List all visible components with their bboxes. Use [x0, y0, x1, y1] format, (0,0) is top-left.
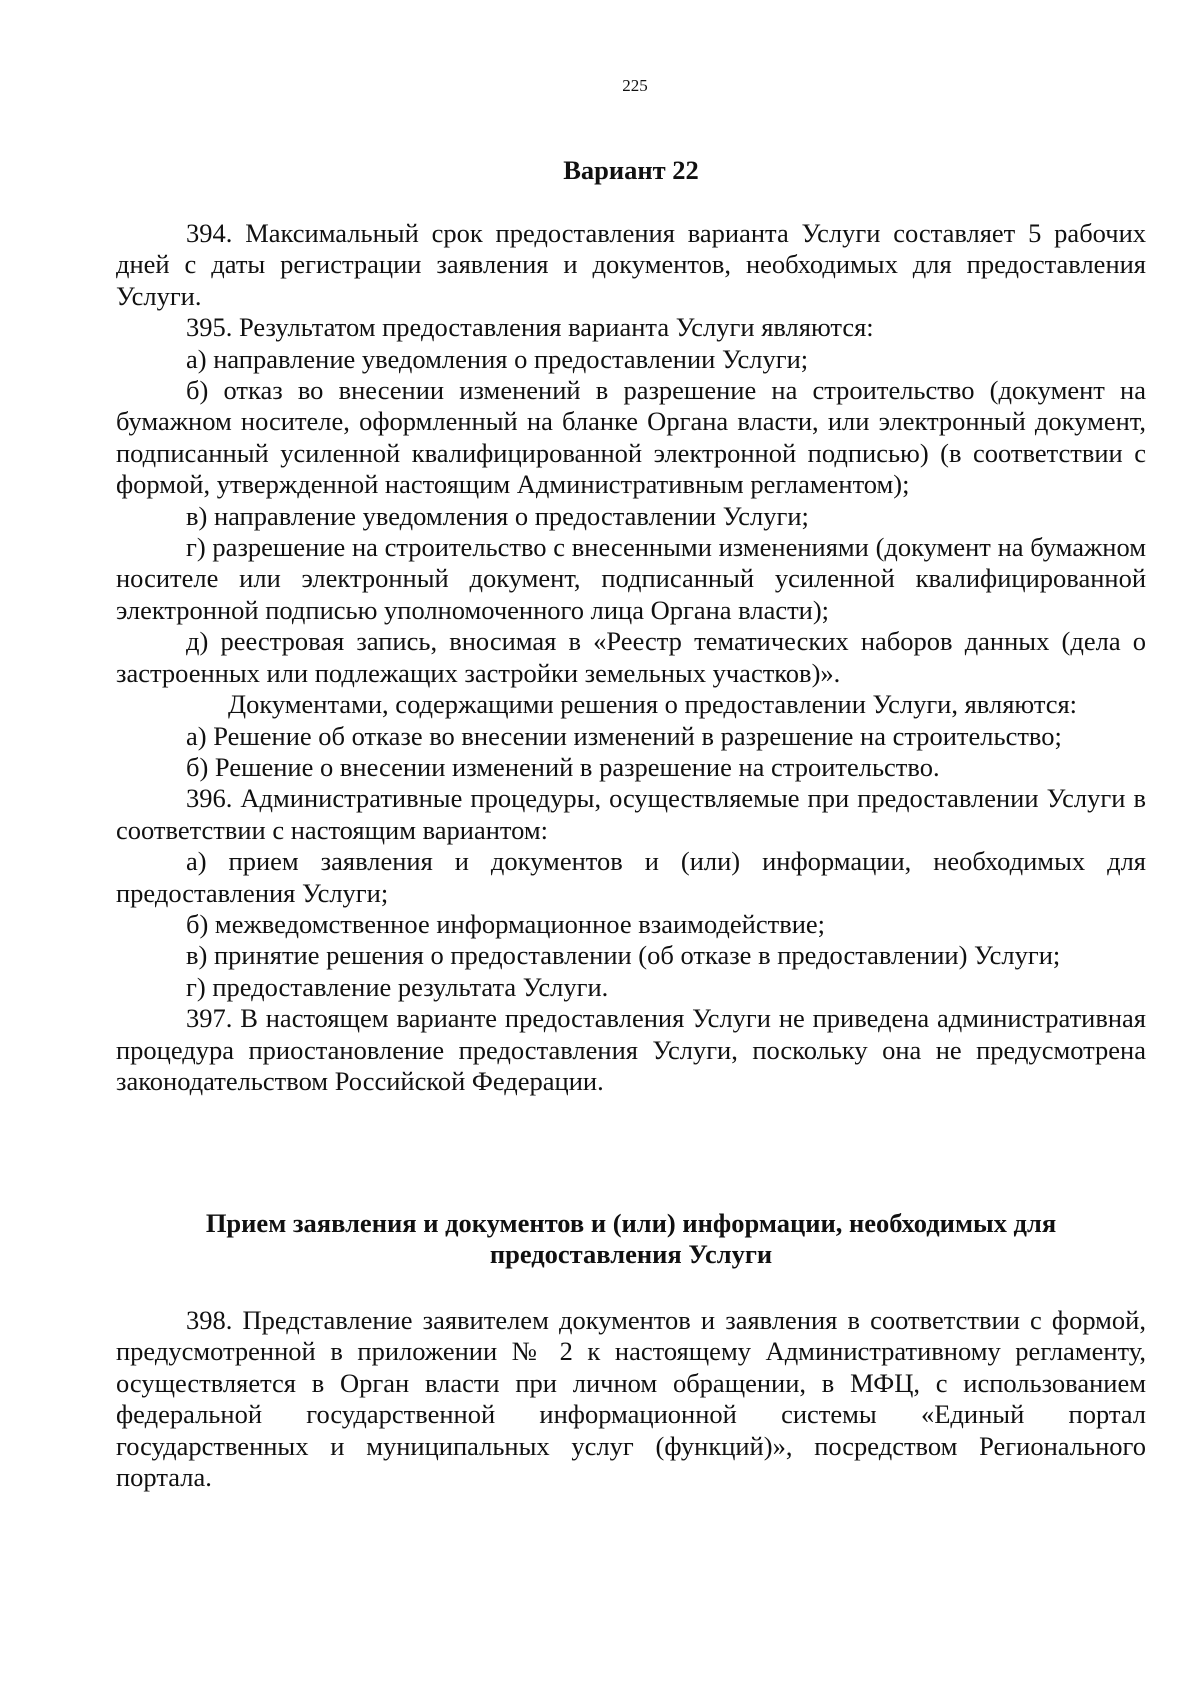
list-item-396-b: б) межведомственное информационное взаимодействие;: [186, 908, 826, 939]
paragraph-396: 396. Административные процедуры, осуществляемые при предоставлении Услуги в соответствии с настоящим вариантом:: [116, 783, 1146, 845]
decision-document-b: б) Решение о внесении изменений в разрешение на строительство.: [186, 751, 940, 782]
paragraph-395: 395. Результатом предоставления варианта Услуги являются:: [186, 312, 874, 343]
paragraph-397: 397. В настоящем варианте предоставления Услуги не приведена административная процедура приостановление предоставления Услуги, поскольку она не предусмотрена законодательством Российской Федерации.: [116, 1003, 1146, 1096]
body-block-1: [116, 218, 1146, 1097]
list-item-396-v: в) принятие решения о предоставлении (об отказе в предоставлении) Услуги;: [186, 940, 1061, 971]
decision-documents-intro: Документами, содержащими решения о предоставлении Услуги, являются:: [228, 689, 1078, 720]
list-item-395-b: б) отказ во внесении изменений в разрешение на строительство (документ на бумажном носителе, оформленный на бланке Органа власти, или электронный документ, подписанный усиленной квалифицированной электронной подписью) (в соответствии с формой, утвержденной настоящим Административным регламентом);: [116, 375, 1146, 500]
list-item-396-g: г) предоставление результата Услуги.: [186, 971, 609, 1002]
section-heading-line-2: предоставления Услуги: [489, 1239, 773, 1270]
variant-heading: Вариант 22: [563, 155, 699, 185]
list-item-395-v: в) направление уведомления о предоставлении Услуги;: [186, 500, 809, 531]
section-heading-line-1: Прием заявления и документов и (или) информации, необходимых для: [205, 1208, 1057, 1238]
list-item-395-a: а) направление уведомления о предоставлении Услуги;: [186, 343, 809, 374]
list-item-395-d: д) реестровая запись, вносимая в «Реестр тематических наборов данных (дела о застроенных или подлежащих застройки земельных участков)».: [116, 626, 1146, 688]
section-heading: [116, 1208, 1146, 1271]
body-block-2: [116, 1305, 1146, 1493]
list-item-396-a: а) прием заявления и документов и (или) информации, необходимых для предоставления Услуги;: [116, 846, 1146, 908]
page-number: 225: [622, 76, 648, 95]
paragraph-394: 394. Максимальный срок предоставления варианта Услуги составляет 5 рабочих дней с даты регистрации заявления и документов, необходимых для предоставления Услуги.: [116, 218, 1146, 311]
paragraph-398: 398. Представление заявителем документов и заявления в соответствии с формой, предусмотренной в приложении № 2 к настоящему Административному регламенту, осуществляется в Орган власти при личном обращении, в МФЦ, с использованием федеральной государственной информационной системы «Единый портал государственных и муниципальных услуг (функций)», посредством Регионального портала.: [116, 1305, 1146, 1493]
list-item-395-g: г) разрешение на строительство с внесенными изменениями (документ на бумажном носителе или электронный документ, подписанный усиленной квалифицированной электронной подписью уполномоченного лица Органа власти);: [116, 532, 1146, 625]
decision-document-a: а) Решение об отказе во внесении изменений в разрешение на строительство;: [186, 720, 1062, 751]
